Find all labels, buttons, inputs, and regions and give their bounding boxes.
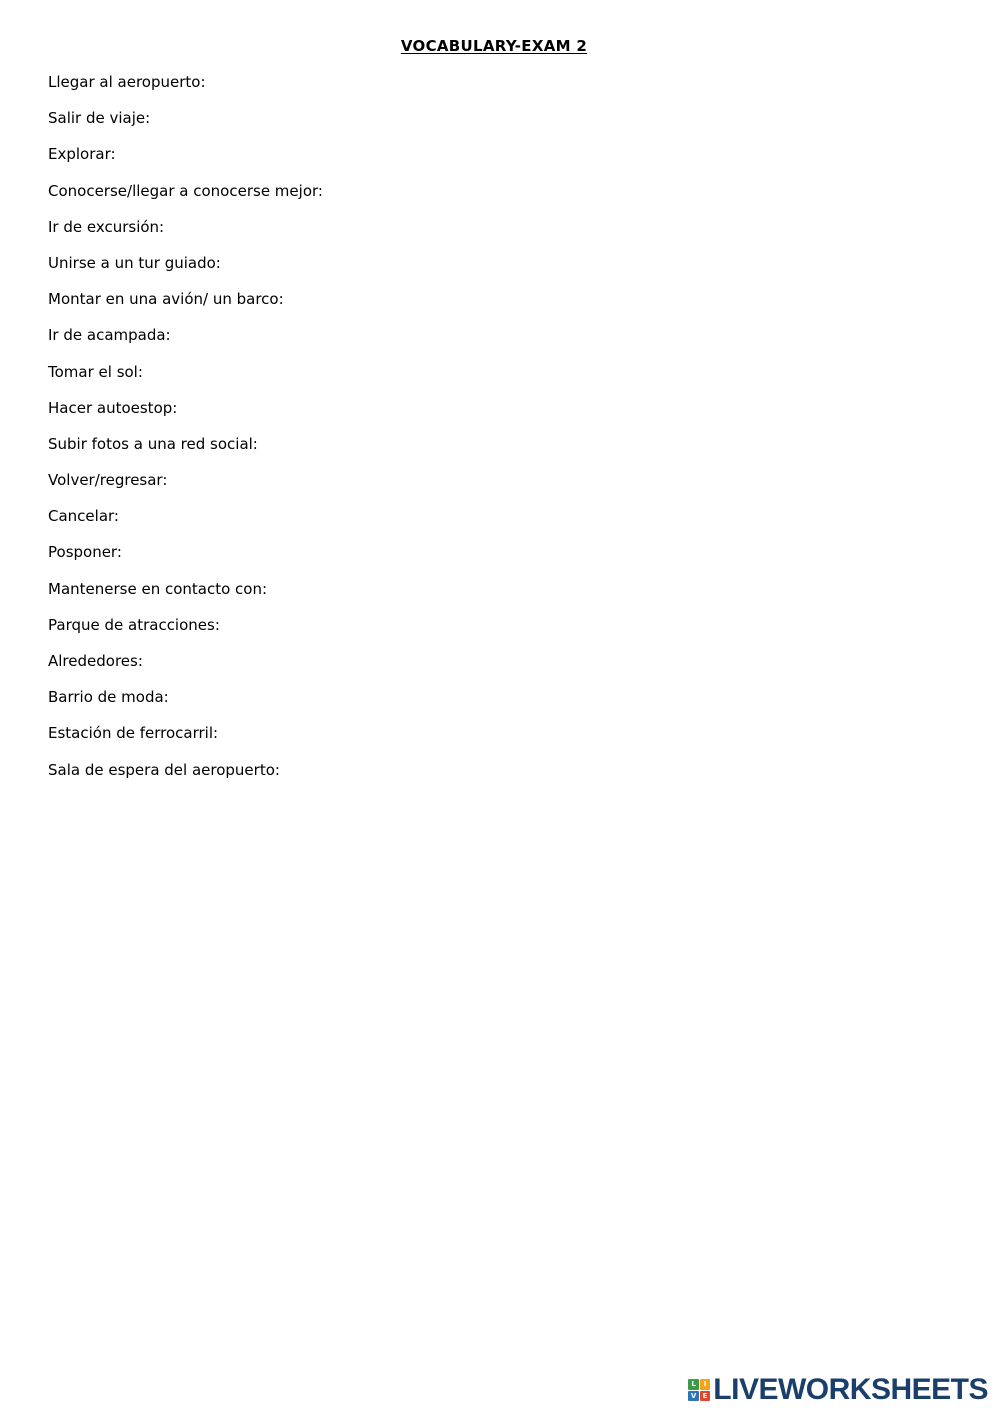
vocab-item: Cancelar: [48, 507, 119, 526]
vocab-item: Ir de acampada: [48, 326, 171, 345]
vocab-item: Explorar: [48, 145, 116, 164]
vocab-item: Tomar el sol: [48, 362, 143, 381]
logo-tile: I [700, 1379, 711, 1390]
vocab-item: Conocerse/llegar a conocerse mejor: [48, 181, 323, 200]
vocabulary-list [48, 72, 323, 796]
logo-tile: L [688, 1379, 699, 1390]
vocab-item: Montar en una avión/ un barco: [48, 290, 284, 309]
vocab-item: Estación de ferrocarril: [48, 724, 219, 743]
logo-text: LIVEWORKSHEETS [713, 1373, 988, 1406]
page-title: VOCABULARY-EXAM 2 [400, 37, 588, 55]
vocab-item: Posponer: [48, 543, 122, 562]
vocab-item: Salir de viaje: [48, 109, 151, 128]
vocab-item: Volver/regresar: [48, 471, 168, 490]
logo-tile: V [688, 1391, 699, 1402]
liveworksheets-logo [688, 1374, 988, 1406]
vocab-item: Unirse a un tur guiado: [48, 253, 221, 272]
vocab-item: Alrededores: [48, 652, 143, 670]
vocab-item: Mantenerse en contacto con: [48, 579, 268, 598]
vocab-item: Sala de espera del aeropuerto: [48, 760, 280, 779]
logo-tile: E [700, 1391, 711, 1402]
vocab-item: Hacer autoestop: [48, 398, 178, 417]
vocab-item: Llegar al aeropuerto: [48, 73, 206, 91]
vocab-item: Barrio de moda: [48, 688, 169, 707]
logo-mark-icon [688, 1379, 710, 1401]
vocab-item: Parque de atracciones: [48, 615, 220, 634]
vocab-item: Ir de excursión: [48, 217, 165, 236]
vocab-item: Subir fotos a una red social: [48, 434, 258, 453]
